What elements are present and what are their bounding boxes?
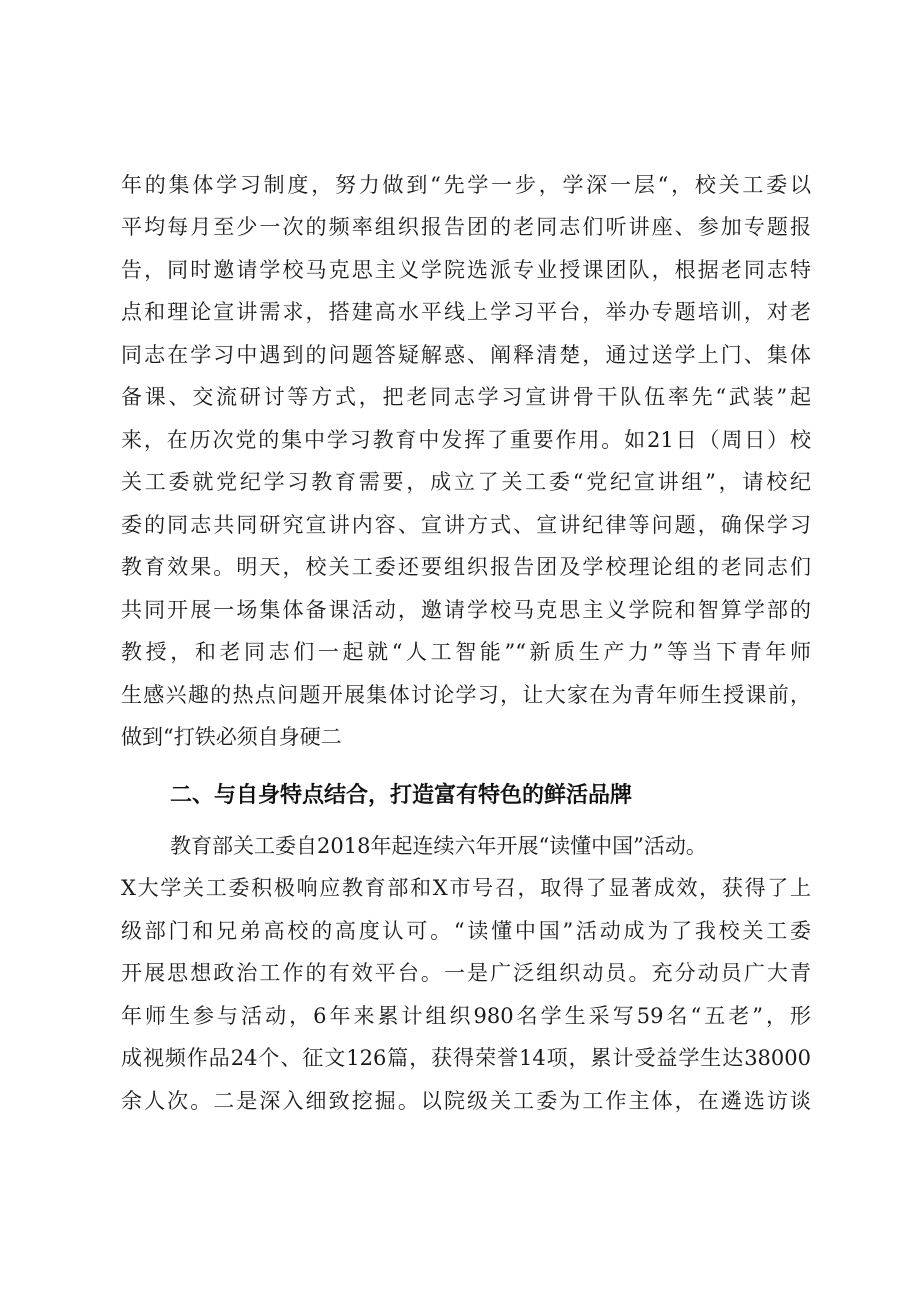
paragraph-1-line-2: 平均每月至少一次的频率组织报告团的老同志们听讲座、参加专题报 [121,215,811,239]
paragraph-2-line-7: 余人次。二是深入细致挖掘。以院级关工委为工作主体，在遴选访谈 [121,1089,811,1113]
paragraph-1-line-8: 关工委就党纪学习教育需要，成立了关工委“党纪宣讲组”，请校纪 [121,470,811,494]
paragraph-1-line-13: 生感兴趣的热点问题开展集体讨论学习，让大家在为青年师生授课前， [121,683,811,707]
paragraph-1-line-10: 教育效果。明天，校关工委还要组织报告团及学校理论组的老同志们 [121,555,811,579]
paragraph-1-line-11: 共同开展一场集体备课活动，邀请学校马克思主义学院和智算学部的 [121,598,811,622]
paragraph-2-line-4: 开展思想政治工作的有效平台。一是广泛组织动员。充分动员广大青 [121,961,811,985]
paragraph-1-line-5: 同志在学习中遇到的问题答疑解惑、阐释清楚，通过送学上门、集体 [121,343,811,367]
paragraph-2-line-5: 年师生参与活动，6年来累计组织980名学生采写59名“五老”，形 [121,1004,811,1028]
paragraph-2-line-1: 教育部关工委自2018年起连续六年开展“读懂中国”活动。 [170,834,707,858]
paragraph-1-line-3: 告，同时邀请学校马克思主义学院选派专业授课团队，根据老同志特 [121,258,811,282]
section-heading: 二、与自身特点结合，打造富有特色的鲜活品牌 [170,783,633,808]
paragraph-1-line-4: 点和理论宣讲需求，搭建高水平线上学习平台，举办专题培训，对老 [121,300,811,324]
paragraph-2-line-6: 成视频作品24个、征文126篇，获得荣誉14项，累计受益学生达38000 [121,1046,811,1070]
paragraph-1-line-7: 来，在历次党的集中学习教育中发挥了重要作用。如21日（周日）校 [121,428,811,452]
paragraph-1-line-9: 委的同志共同研究宣讲内容、宣讲方式、宣讲纪律等问题，确保学习 [121,513,811,537]
paragraph-1-line-6: 备课、交流研讨等方式，把老同志学习宣讲骨干队伍率先“武装”起 [121,385,811,409]
paragraph-1-line-12: 教授，和老同志们一起就“人工智能”“新质生产力”等当下青年师 [121,640,811,664]
paragraph-1-line-1: 年的集体学习制度，努力做到“先学一步，学深一层“，校关工委以 [121,173,811,197]
paragraph-2-line-3: 级部门和兄弟高校的高度认可。“读懂中国”活动成为了我校关工委 [121,919,811,943]
paragraph-1-line-14: 做到“打铁必须自身硬二 [121,725,342,749]
paragraph-2-line-2: X大学关工委积极响应教育部和X市号召，取得了显著成效，获得了上 [121,876,811,900]
